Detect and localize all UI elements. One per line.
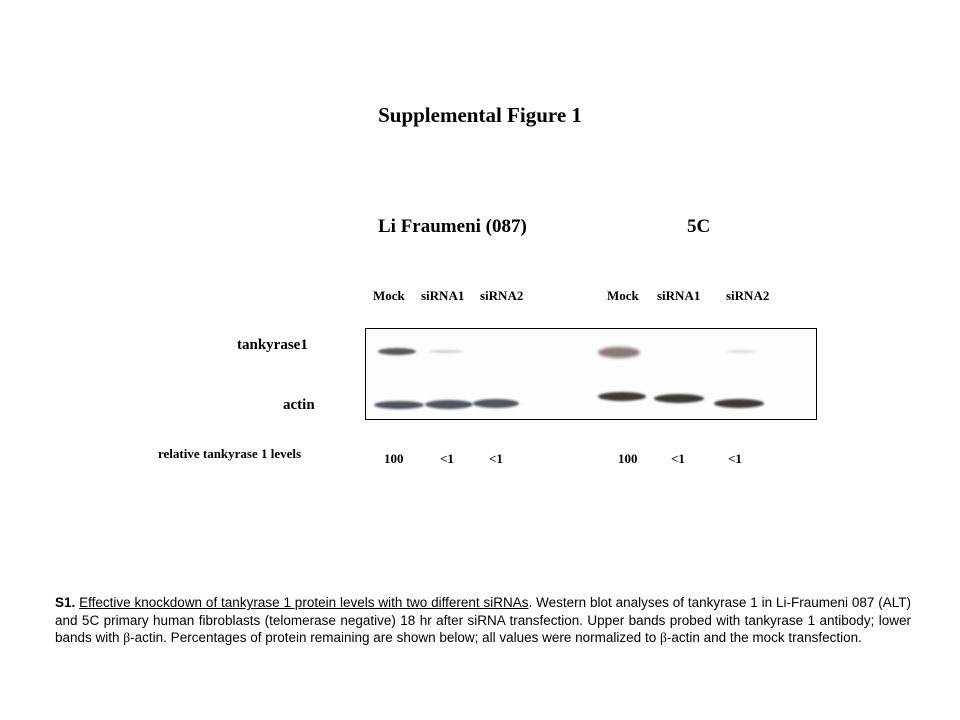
lane-label-sirna1-1: siRNA1 [421, 288, 465, 303]
band-actin-lf-mock [374, 401, 424, 409]
figure-title: Supplemental Figure 1 [378, 103, 582, 127]
value-lf-sirna1: <1 [440, 451, 454, 466]
band-tankyrase-5c-sirna2 [726, 350, 756, 353]
lane-label-sirna2-2: siRNA2 [726, 288, 770, 303]
band-tankyrase-lf-mock [378, 348, 416, 355]
band-tankyrase-lf-sirna1 [429, 350, 463, 353]
group-label-li-fraumeni: Li Fraumeni (087) [378, 216, 527, 237]
group-label-5c: 5C [687, 216, 711, 237]
caption-label: S1. [55, 595, 76, 610]
row-label-tankyrase1: tankyrase1 [237, 337, 308, 353]
beta-symbol: β [659, 630, 667, 645]
western-blot-image [365, 328, 817, 420]
band-actin-5c-sirna2 [714, 399, 764, 408]
row-label-relative-levels: relative tankyrase 1 levels [158, 446, 302, 461]
band-actin-lf-sirna1 [425, 400, 473, 409]
value-5c-sirna1: <1 [671, 451, 685, 466]
caption-text-2: -actin. Percentages of protein remaining are shown below; all values were normalized to [130, 630, 660, 645]
value-5c-sirna2: <1 [728, 451, 742, 466]
band-tankyrase-5c-mock [598, 347, 640, 358]
lane-label-mock-2: Mock [607, 288, 639, 303]
figure-caption [55, 594, 911, 647]
beta-symbol: β [123, 630, 131, 645]
value-lf-mock: 100 [384, 451, 404, 466]
band-actin-lf-sirna2 [473, 399, 519, 408]
value-lf-sirna2: <1 [489, 451, 503, 466]
row-label-actin: actin [283, 397, 315, 413]
value-5c-mock: 100 [618, 451, 638, 466]
caption-headline: Effective knockdown of tankyrase 1 protein levels with two different siRNAs [79, 595, 529, 610]
band-actin-5c-mock [598, 392, 646, 401]
caption-text-3: -actin and the mock transfection. [666, 630, 862, 645]
lane-label-mock-1: Mock [373, 288, 405, 303]
caption-text-1: . Western blot analyses of tankyrase 1 in Li-Fraumeni 087 (ALT) and 5C primary human fibroblasts (telomerase negative) 18 hr after siRNA transfection. Upper bands probed with tankyrase 1 antibody; lower bands with [55, 595, 911, 645]
lane-label-sirna2-1: siRNA2 [480, 288, 524, 303]
lane-label-sirna1-2: siRNA1 [657, 288, 701, 303]
band-actin-5c-sirna1 [654, 394, 704, 403]
